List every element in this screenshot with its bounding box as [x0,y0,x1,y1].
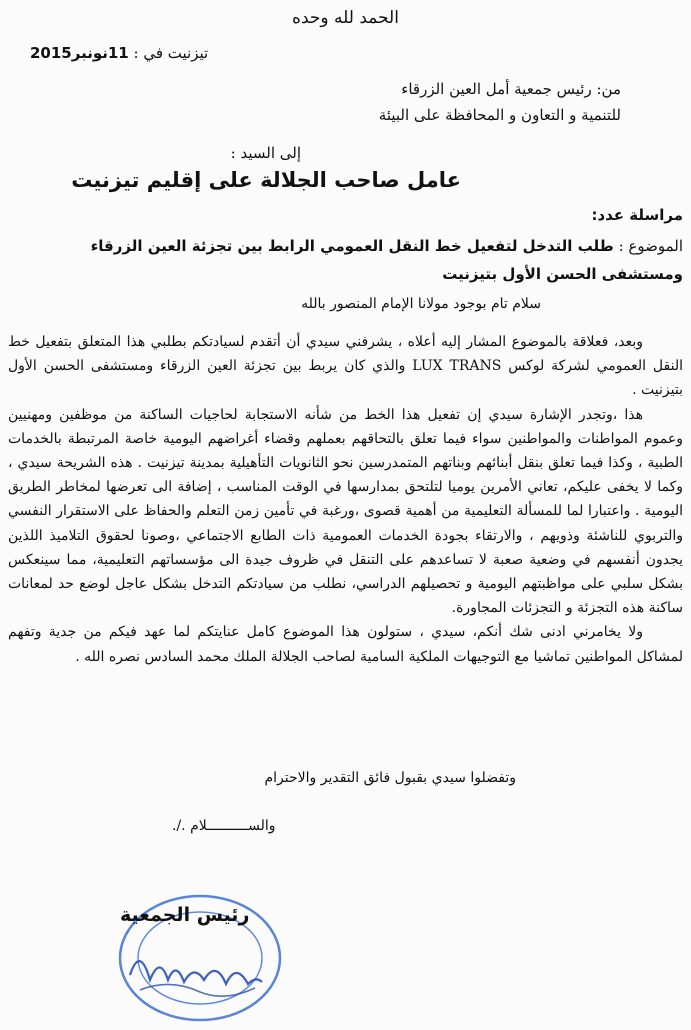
president-signature-label: رئيس الجمعية [120,904,250,926]
letter-body [8,330,683,669]
sender-block [379,76,621,128]
reference-number: مراسلة عدد: [591,206,683,224]
association-stamp [100,880,300,1030]
subject-text: طلب التدخل لتفعيل خط النقل العمومي الرابط بين تجزئة العين الزرقاء ومستشفى الحسن الأول بتيزنيت [90,237,683,283]
letter-date [30,44,208,62]
recipient-title: عامل صاحب الجلالة على إقليم تيزنيت [71,168,461,192]
greeting: سلام تام بوجود مولانا الإمام المنصور بالله [301,296,541,312]
sender-line-2: للتنمية و التعاون و المحافظة على البيئة [378,106,621,124]
closing-line: وتفضلوا سيدي بقبول فائق التقدير والاحترام [264,770,516,786]
subject-line [8,232,683,288]
subject-label: الموضوع : [618,237,683,255]
paragraph-1: وبعد، فعلاقة بالموضوع المشار إليه أعلاه ، يشرفني سيدي أن أتقدم لسيادتكم بطلبي هذا المتعلق بتفعيل خط النقل العمومي لشركة لوكس LUX TRANS والذي كان يربط بين تجزئة العين الزرقاء ومستشفى الحسن الأول بتيزنيت . [8,334,683,399]
date-value: 11نونبر2015 [30,44,129,62]
date-prefix: تيزنيت في : [133,44,209,62]
paragraph-3: ولا يخامرني ادنى شك أنكم، سيدي ، ستولون هذا الموضوع كامل عنايتكم لما عهد فيكم من جدية وتفهم لمشاكل المواطنين تماشيا مع التوجيهات الملكية السامية لصاحب الجلالة الملك محمد السادس نصره الله . [8,624,683,665]
sender-line-1: من: رئيس جمعية أمل العين الزرقاء [401,80,621,98]
recipient-label: إلى السيد : [230,144,301,162]
paragraph-2: هذا ،وتجدر الإشارة سيدي إن تفعيل هذا الخط من شأنه الاستجابة لحاجيات الساكنة من موظفين ومهنيين وعموم المواطنات والمواطنين سواء فيما تعلق بالتحاقهم بعملهم وقضاء أغراضهم اليومية خاصة المرتبطة بالخدمات الطبية ، وكذا فيما تعلق بنقل أبنائهم وبناتهم المتمدرسين نحو الثانويات التأهيلية بمدينة تيزنيت . هذه الشريحة سيدي ، وكما لا يخفى عليكم، تعاني الأمرين يوميا لتلتحق بمدارسها في الوقت المناسب ، إضافة الى تعرضها لمخاطر الطريق اليومية . واعتبارا لما للمسألة التعليمية من أهمية قصوى ،ورغبة في تأمين زمن التعلم والحفاظ على الاستقرار النفسي والتربوي للناشئة وذويهم ، والارتقاء بجودة الخدمات العمومية ذات الطابع الاجتماعي ،وصونا لحقوق التلاميذ اللذين يجدون أنفسهم في وضعية صعبة لا تساعدهم على التنقل في ظروف جيدة الى مؤسساتهم التعليمية، مما سينعكس بشكل سلبي على مواظبتهم اليومية و تحصيلهم الدراسي، نطلب من سيادتكم التدخل بشكل عاجل لوضع حد لمعانات ساكنة هذه التجزئة و التجزئات المجاورة. [8,406,684,617]
salam-line: والســــــــــلام ./. [172,818,276,834]
letter-header: الحمد لله وحده [292,8,399,28]
